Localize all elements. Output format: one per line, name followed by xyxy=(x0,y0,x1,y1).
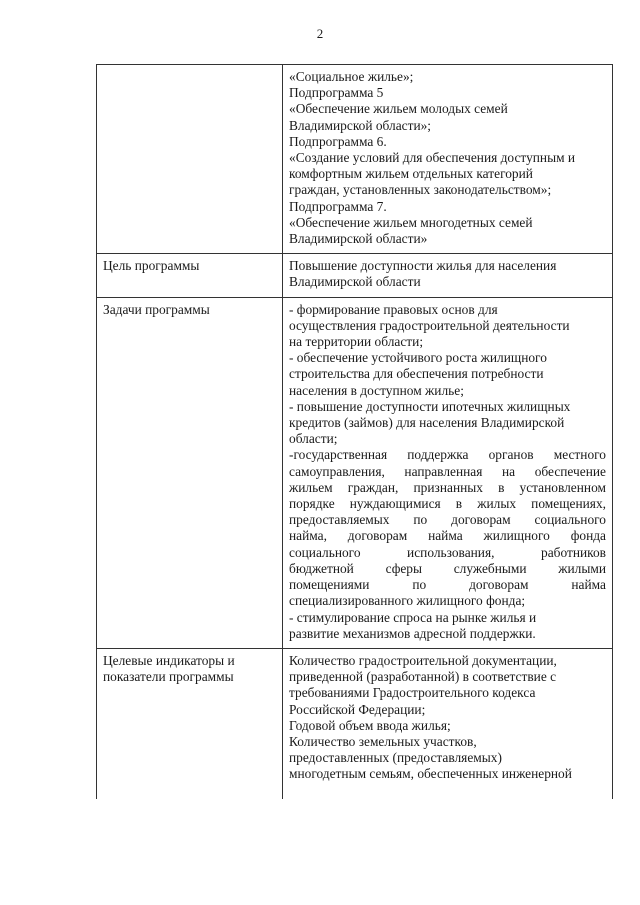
text-line: строительства для обеспечения потребности xyxy=(289,366,544,382)
text-line: на территории области; xyxy=(289,334,424,350)
text-line: Владимирской области xyxy=(289,274,421,290)
text-line: «Обеспечение жильем молодых семей xyxy=(289,101,508,117)
text-line: Подпрограмма 7. xyxy=(289,198,387,214)
text-line: Подпрограмма 6. xyxy=(289,133,387,149)
text-line: - повышение доступности ипотечных жилищных xyxy=(289,398,571,414)
text-line: развитие механизмов адресной поддержки. xyxy=(289,625,536,641)
text-line: Владимирской области»; xyxy=(289,117,432,133)
table-row xyxy=(97,648,613,799)
subprograms-cell xyxy=(283,65,613,254)
row-label-tasks: Задачи программы xyxy=(97,297,283,648)
goal-cell xyxy=(283,254,613,297)
text-line: требованиями Градостроительного кодекса xyxy=(289,685,536,701)
justified-line: найма, договорам найма жилищного фонда xyxy=(289,528,606,544)
text-line: Количество градостроительной документации, xyxy=(289,652,557,668)
text-line: предоставленных (предоставляемых) xyxy=(289,750,502,766)
text-line: - обеспечение устойчивого роста жилищного xyxy=(289,350,547,366)
text-line: - стимулирование спроса на рынке жилья и xyxy=(289,609,537,625)
tasks-cell xyxy=(283,297,613,648)
justified-line: предоставляемых по договорам социального xyxy=(289,512,606,528)
justified-line: -государственная поддержка органов местного xyxy=(289,447,606,463)
justified-line: социального использования, работников xyxy=(289,544,606,560)
justified-line: жильем граждан, признанных в установленном xyxy=(289,479,606,495)
justified-line: самоуправления, направленная на обеспечение xyxy=(289,463,606,479)
row-label-cell xyxy=(97,65,283,254)
text-line: Российской Федерации; xyxy=(289,701,426,717)
justified-line: порядке нуждающимися в жилых помещениях, xyxy=(289,496,606,512)
table-row xyxy=(97,65,613,254)
text-line: Подпрограмма 5 xyxy=(289,85,384,101)
text-line: области; xyxy=(289,431,338,447)
text-line: «Социальное жилье»; xyxy=(289,69,414,84)
text-line: Владимирской области» xyxy=(289,231,428,247)
row-label-goal: Цель программы xyxy=(97,254,283,297)
table-row xyxy=(97,297,613,648)
text-line: кредитов (займов) для населения Владимирской xyxy=(289,415,565,431)
page-number: 2 xyxy=(316,26,324,41)
text-line: осуществления градостроительной деятельности xyxy=(289,317,570,333)
text-line: Повышение доступности жилья для населения xyxy=(289,258,557,274)
text-line: многодетным семьям, обеспеченных инженерной xyxy=(289,766,572,782)
text-line: «Обеспечение жильем многодетных семей xyxy=(289,214,533,230)
text-line: комфортным жильем отдельных категорий xyxy=(289,166,533,182)
text-line: «Создание условий для обеспечения доступным и xyxy=(289,150,576,166)
text-line: Количество земельных участков, xyxy=(289,733,477,749)
justified-line: помещениями по договорам найма xyxy=(289,577,606,593)
text-line: граждан, установленных законодательством»; xyxy=(289,182,552,198)
label-line: Целевые индикаторы и xyxy=(103,652,235,668)
text-line: приведенной (разработанной) в соответствие с xyxy=(289,669,557,685)
label-line: показатели программы xyxy=(103,669,234,685)
justified-line: бюджетной сферы служебными жилыми xyxy=(289,560,606,576)
text-line: - формирование правовых основ для xyxy=(289,301,498,317)
indicators-cell xyxy=(283,648,613,799)
text-line: специализированного жилищного фонда; xyxy=(289,593,526,609)
table-row xyxy=(97,254,613,297)
text-line: Годовой объем ввода жилья; xyxy=(289,717,451,733)
text-line: населения в доступном жилье; xyxy=(289,382,464,398)
program-passport-table xyxy=(96,64,613,799)
row-label-indicators xyxy=(97,648,283,799)
